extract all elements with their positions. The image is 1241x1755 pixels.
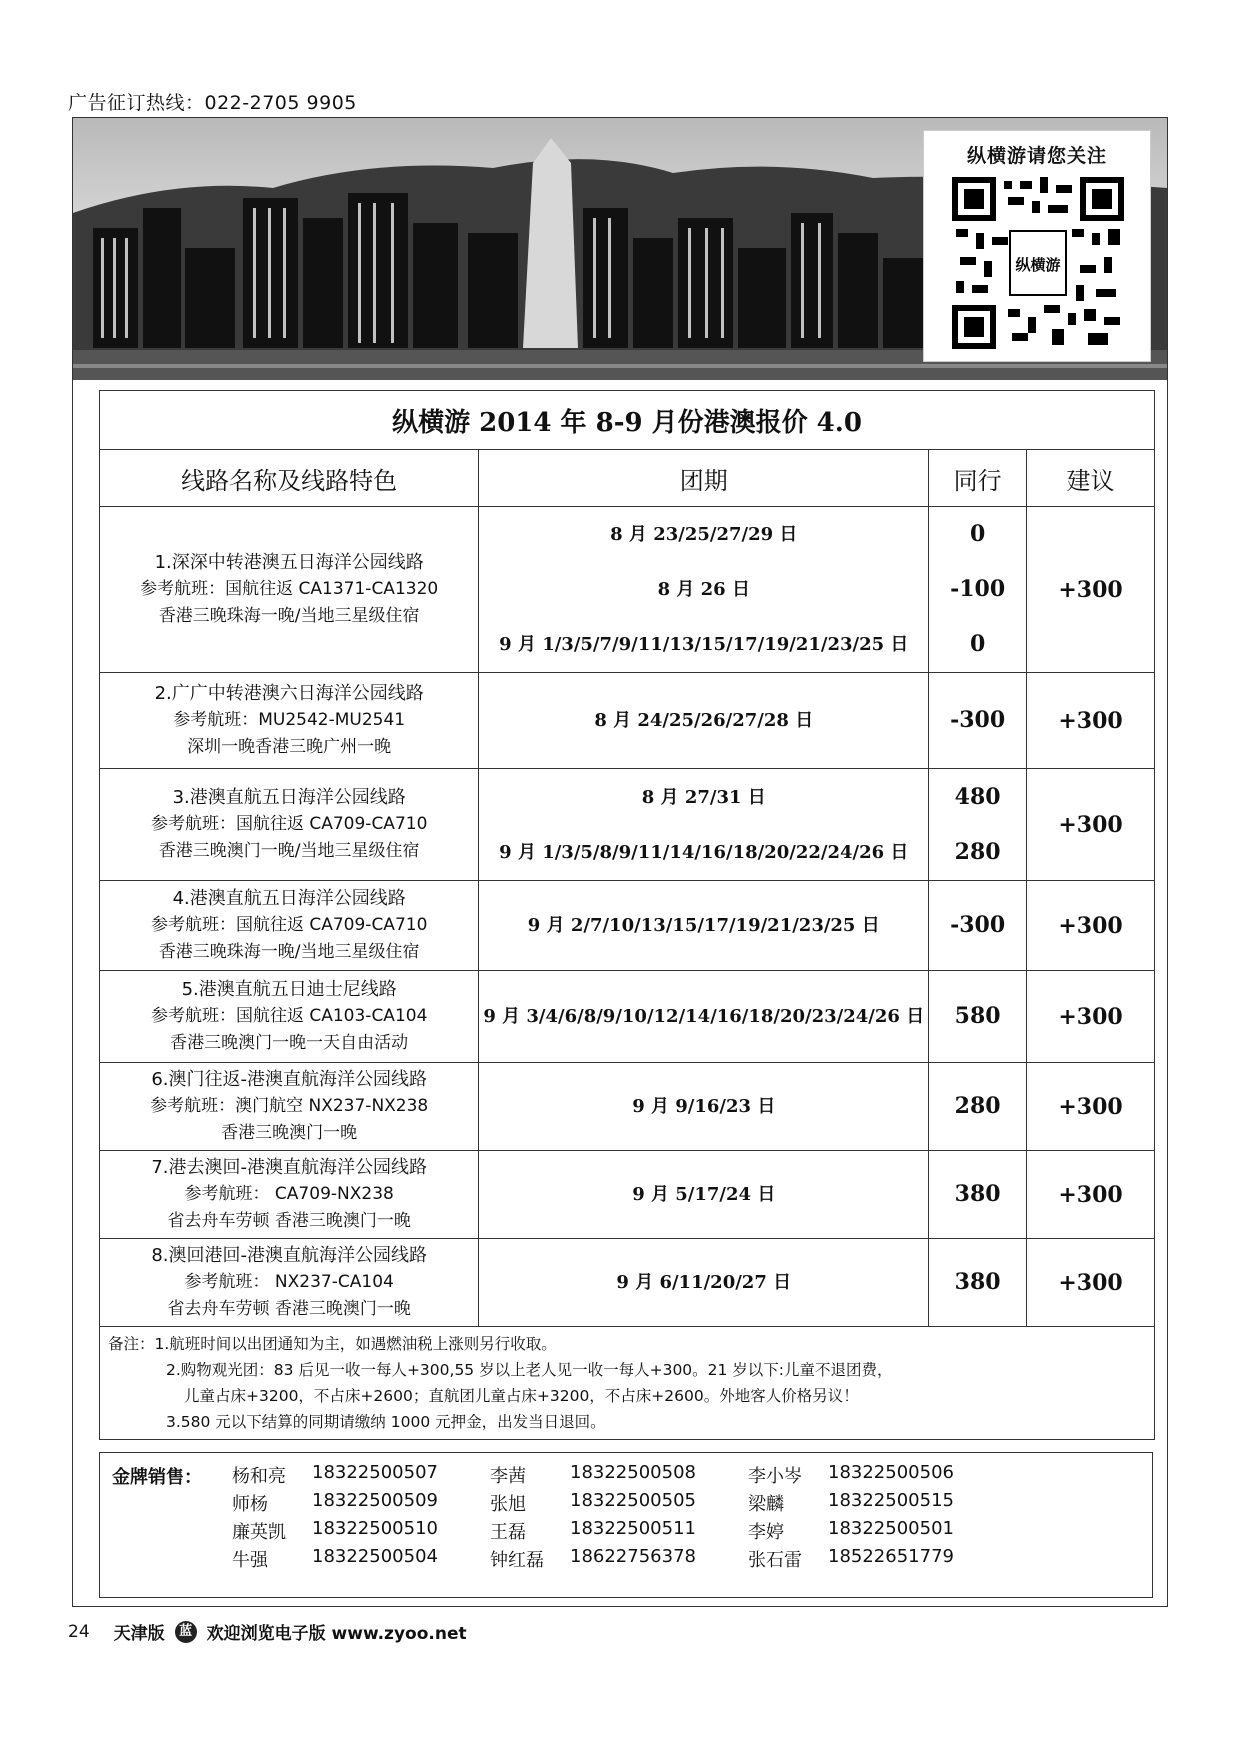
- date-line: 9 月 6/11/20/27 日: [616, 1272, 792, 1293]
- note-line: 备注：1.航班时间以出团通知为主，如遇燃油税上涨则另行收取。: [108, 1335, 557, 1353]
- route-cell: [100, 769, 479, 881]
- sales-name: 牛强: [232, 1550, 268, 1571]
- sales-phone[interactable]: 18322500505: [570, 1490, 696, 1511]
- date-line: 8 月 26 日: [657, 579, 750, 600]
- date-line: 9 月 2/7/10/13/15/17/19/21/23/25 日: [527, 915, 880, 936]
- sales-row: [232, 1545, 1006, 1573]
- route-flight: 参考航班：澳门航空 NX237-NX238: [150, 1096, 429, 1116]
- qr-code-icon[interactable]: [952, 177, 1124, 349]
- peer-cell: [929, 971, 1027, 1063]
- sales-phone[interactable]: 18322500509: [312, 1490, 438, 1511]
- date-line: 9 月 9/16/23 日: [632, 1096, 776, 1117]
- sales-phone[interactable]: 18322500510: [312, 1518, 438, 1539]
- table-row: [100, 507, 1155, 673]
- route-flight: 参考航班：国航往返 CA709-CA710: [150, 814, 428, 834]
- peer-value: 380: [954, 1269, 1001, 1295]
- date-line: 9 月 3/4/6/8/9/10/12/14/16/18/20/23/24/26 日: [483, 1006, 925, 1027]
- peer-value: -100: [950, 576, 1006, 602]
- sales-name: 李小岑: [748, 1466, 802, 1487]
- sales-person: [748, 1546, 1006, 1572]
- route-cell: [100, 1151, 479, 1239]
- table-row: [100, 769, 1155, 881]
- peer-cell: [929, 881, 1027, 971]
- footer-text[interactable]: 欢迎浏览电子版 www.zyoo.net: [206, 1624, 467, 1644]
- sales-phone[interactable]: 18322500511: [570, 1518, 696, 1539]
- route-flight: 参考航班： CA709-NX238: [184, 1184, 394, 1204]
- peer-cell: [929, 673, 1027, 769]
- note-line: 儿童占床+3200，不占床+2600；直航团儿童占床+3200，不占床+2600。外地客人价格另议！: [184, 1387, 859, 1405]
- header-peer: 同行: [929, 450, 1027, 507]
- sales-phone[interactable]: 18322500515: [828, 1490, 954, 1511]
- route-stay: 省去舟车劳顿 香港三晚澳门一晚: [167, 1211, 411, 1231]
- sales-name: 李茜: [490, 1466, 526, 1487]
- peer-value: -300: [950, 912, 1006, 938]
- route-name: 6.澳门往返-港澳直航海洋公园线路: [151, 1069, 428, 1090]
- route-name: 2.广广中转港澳六日海洋公园线路: [154, 683, 424, 704]
- sales-person: [490, 1546, 748, 1572]
- peer-cell: [929, 1151, 1027, 1239]
- suggest-value: +300: [1027, 1239, 1155, 1327]
- route-cell: [100, 673, 479, 769]
- qr-panel: [923, 130, 1151, 362]
- route-name: 3.港澳直航五日海洋公园线路: [172, 787, 406, 808]
- route-stay: 香港三晚澳门一晚一天自由活动: [170, 1033, 409, 1053]
- sales-row: [232, 1489, 1006, 1517]
- table-row: [100, 1151, 1155, 1239]
- dates-cell: [479, 1151, 929, 1239]
- route-stay: 香港三晚珠海一晚/当地三星级住宿: [158, 606, 420, 626]
- table-row: [100, 1239, 1155, 1327]
- sales-name: 张旭: [490, 1494, 526, 1515]
- route-flight: 参考航班：国航往返 CA1371-CA1320: [140, 579, 439, 599]
- peer-value: -300: [950, 707, 1006, 733]
- route-cell: [100, 971, 479, 1063]
- dates-cell: [479, 673, 929, 769]
- sales-phone[interactable]: 18522651779: [828, 1546, 954, 1567]
- suggest-value: +300: [1027, 769, 1155, 881]
- sales-name: 王磊: [490, 1522, 526, 1543]
- peer-value: 480: [954, 783, 1001, 810]
- route-stay: 省去舟车劳顿 香港三晚澳门一晚: [167, 1299, 411, 1319]
- dates-cell: [479, 1063, 929, 1151]
- suggest-value: +300: [1027, 971, 1155, 1063]
- sales-phone[interactable]: 18322500501: [828, 1518, 954, 1539]
- route-name: 1.深深中转港澳五日海洋公园线路: [154, 552, 424, 573]
- route-flight: 参考航班：国航往返 CA709-CA710: [150, 915, 428, 935]
- suggest-value: +300: [1027, 673, 1155, 769]
- page-number: 24: [68, 1621, 90, 1642]
- dates-cell: [479, 769, 929, 881]
- sales-name: 钟红磊: [490, 1550, 544, 1571]
- sales-person: [490, 1462, 748, 1488]
- edition-label: 天津版: [113, 1624, 165, 1644]
- suggest-value: +300: [1027, 881, 1155, 971]
- sales-phone[interactable]: 18322500506: [828, 1462, 954, 1483]
- route-cell: [100, 881, 479, 971]
- route-cell: [100, 507, 479, 673]
- sales-label: 金牌销售：: [112, 1467, 202, 1488]
- qr-title: 纵横游请您关注: [966, 145, 1107, 167]
- skyline-banner: [73, 118, 1167, 380]
- sales-contacts: [99, 1452, 1153, 1598]
- route-stay: 香港三晚澳门一晚/当地三星级住宿: [158, 841, 420, 861]
- sales-person: [748, 1490, 1006, 1516]
- date-line: 9 月 1/3/5/8/9/11/14/16/18/20/22/24/26 日: [499, 841, 909, 863]
- table-title: 纵横游 2014 年 8-9 月份港澳报价 4.0: [100, 391, 1155, 450]
- ad-frame: [72, 117, 1168, 1607]
- table-row: [100, 673, 1155, 769]
- sales-phone[interactable]: 18322500508: [570, 1462, 696, 1483]
- route-cell: [100, 1239, 479, 1327]
- date-line: 8 月 24/25/26/27/28 日: [594, 710, 814, 731]
- sales-grid: [232, 1461, 1006, 1573]
- sales-phone[interactable]: 18322500504: [312, 1546, 438, 1567]
- header-dates: 团期: [479, 450, 929, 507]
- route-name: 8.澳回港回-港澳直航海洋公园线路: [151, 1245, 428, 1266]
- peer-cell: [929, 769, 1027, 881]
- sales-person: [232, 1462, 490, 1488]
- sales-name: 李婷: [748, 1522, 784, 1543]
- route-flight: 参考航班：国航往返 CA103-CA104: [150, 1006, 428, 1026]
- route-flight: 参考航班： NX237-CA104: [184, 1272, 394, 1292]
- route-stay: 香港三晚澳门一晚: [221, 1123, 358, 1143]
- route-cell: [100, 1063, 479, 1151]
- route-stay: 香港三晚珠海一晚/当地三星级住宿: [158, 942, 420, 962]
- sales-person: [232, 1490, 490, 1516]
- sales-person: [490, 1490, 748, 1516]
- sales-name: 张石雷: [748, 1550, 802, 1571]
- sales-person: [232, 1518, 490, 1544]
- dates-cell: [479, 881, 929, 971]
- price-table: [99, 390, 1155, 1440]
- suggest-value: +300: [1027, 1151, 1155, 1239]
- sales-name: 杨和亮: [232, 1466, 286, 1487]
- sales-name: 廉英凯: [232, 1522, 286, 1543]
- route-name: 7.港去澳回-港澳直航海洋公园线路: [151, 1157, 428, 1178]
- suggest-value: +300: [1027, 1063, 1155, 1151]
- peer-value: 280: [954, 838, 1001, 865]
- dates-cell: [479, 971, 929, 1063]
- header-suggest: 建议: [1027, 450, 1155, 507]
- date-line: 9 月 1/3/5/7/9/11/13/15/17/19/21/23/25 日: [499, 634, 909, 655]
- sales-person: [490, 1518, 748, 1544]
- date-line: 8 月 23/25/27/29 日: [610, 524, 798, 545]
- table-row: [100, 971, 1155, 1063]
- sales-person: [748, 1462, 1006, 1488]
- route-flight: 参考航班：MU2542-MU2541: [173, 710, 406, 730]
- route-name: 4.港澳直航五日海洋公园线路: [172, 888, 406, 909]
- peer-value: 380: [954, 1181, 1001, 1207]
- peer-value: 0: [969, 521, 986, 547]
- dates-cell: [479, 1239, 929, 1327]
- ad-hotline: 广告征订热线：022-2705 9905: [68, 92, 357, 114]
- peer-value: 580: [954, 1003, 1001, 1029]
- sales-row: [232, 1517, 1006, 1545]
- sales-person: [232, 1546, 490, 1572]
- date-line: 8 月 27/31 日: [641, 786, 766, 808]
- table-row: [100, 1063, 1155, 1151]
- peer-cell: [929, 507, 1027, 673]
- sales-person: [748, 1518, 1006, 1544]
- sales-name: 师杨: [232, 1494, 268, 1515]
- peer-value: 0: [969, 631, 986, 657]
- sales-phone[interactable]: 18622756378: [570, 1546, 696, 1567]
- notes: [100, 1327, 1155, 1440]
- page-footer: [68, 1619, 467, 1644]
- sales-name: 梁麟: [748, 1494, 784, 1515]
- note-line: 3.580 元以下结算的同期请缴纳 1000 元押金，出发当日退回。: [166, 1413, 606, 1431]
- blue-badge-icon: 蓝: [175, 1621, 197, 1643]
- qr-logo-text: 纵横游: [1015, 256, 1061, 274]
- date-line: 9 月 5/17/24 日: [632, 1184, 776, 1205]
- sales-phone[interactable]: 18322500507: [312, 1462, 438, 1483]
- route-stay: 深圳一晚香港三晚广州一晚: [187, 737, 392, 757]
- dates-cell: [479, 507, 929, 673]
- table-row: [100, 881, 1155, 971]
- peer-cell: [929, 1063, 1027, 1151]
- route-name: 5.港澳直航五日迪士尼线路: [181, 979, 397, 1000]
- peer-value: 280: [954, 1093, 1001, 1119]
- suggest-value: +300: [1027, 507, 1155, 673]
- peer-cell: [929, 1239, 1027, 1327]
- header-route: 线路名称及线路特色: [100, 450, 479, 507]
- note-line: 2.购物观光团：83 后见一收一每人+300,55 岁以上老人见一收一每人+300。21 岁以下:儿童不退团费，: [166, 1361, 893, 1379]
- sales-row: [232, 1461, 1006, 1489]
